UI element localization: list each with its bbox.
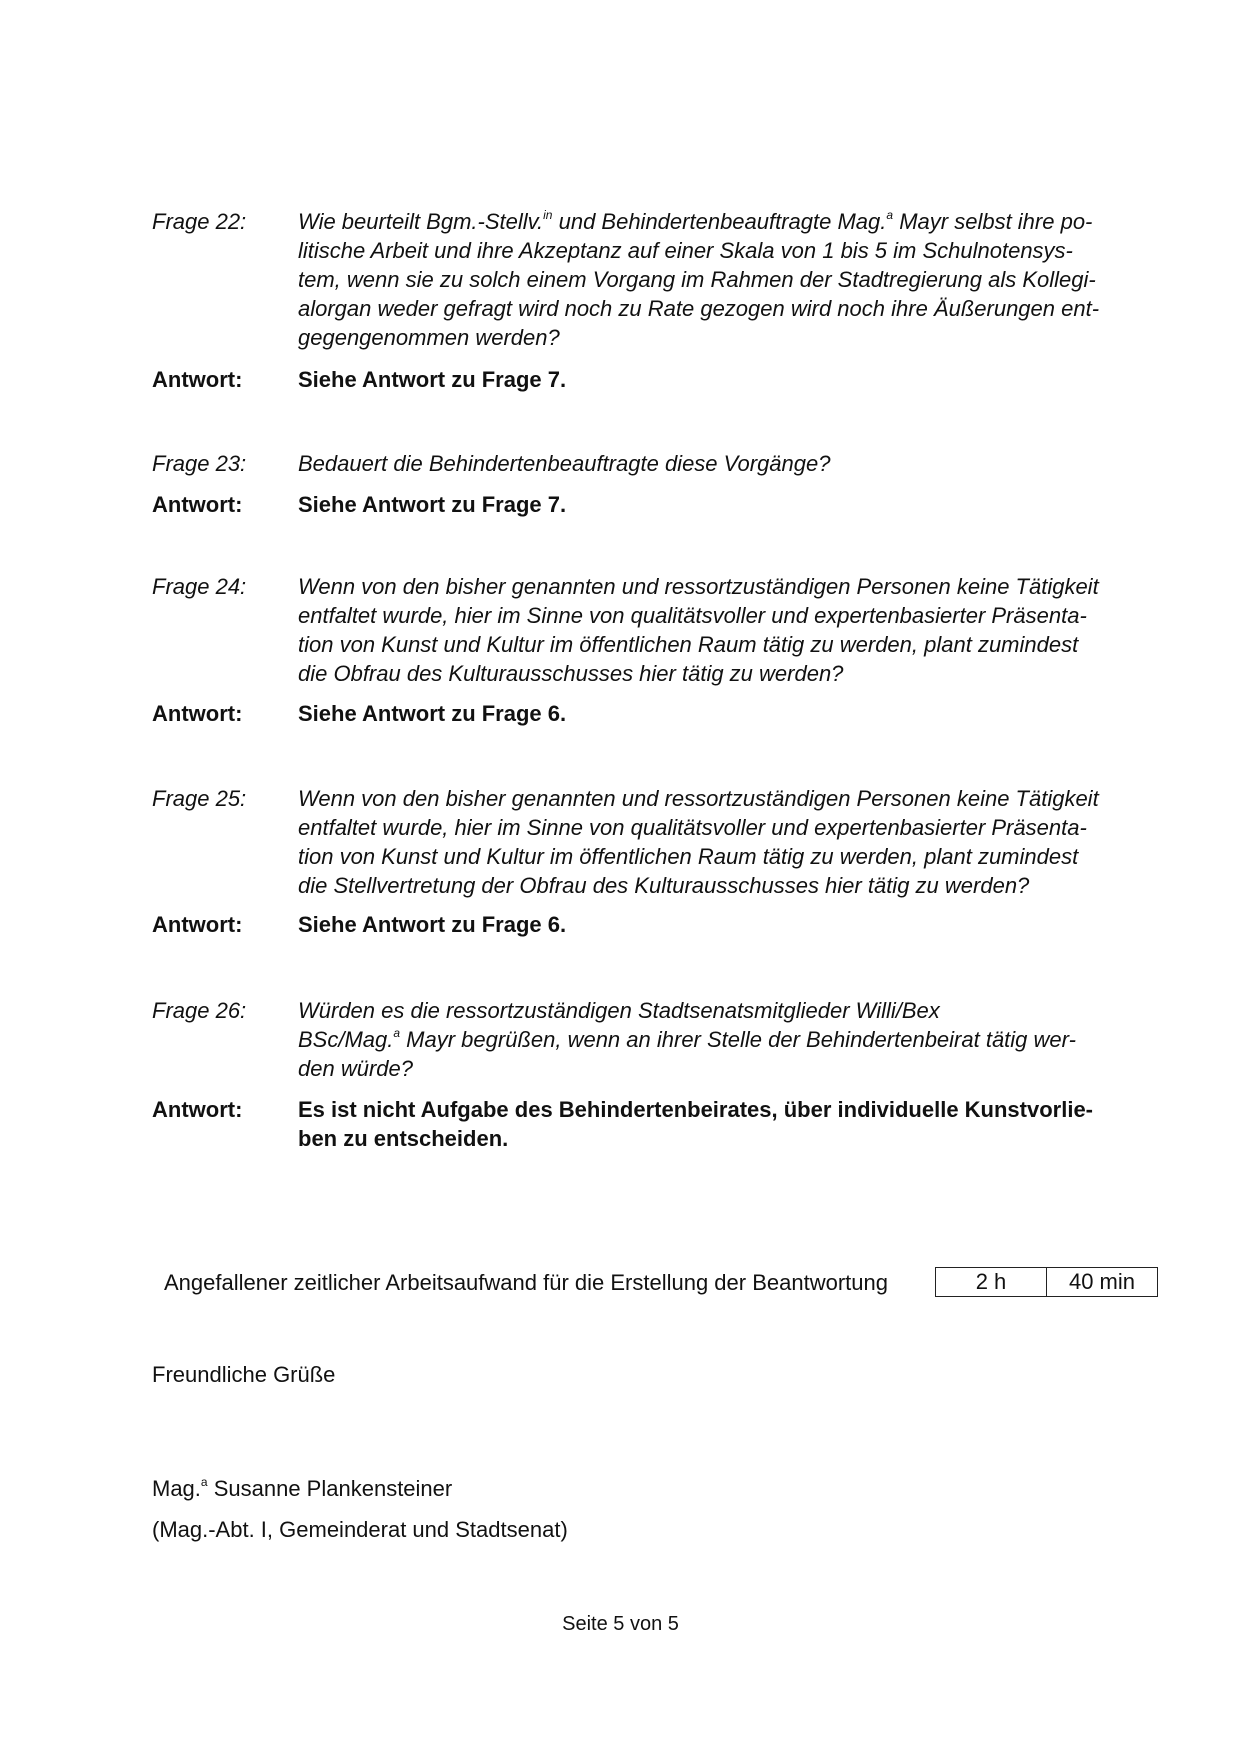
question-text <box>298 207 1241 352</box>
signature-name <box>152 1474 452 1504</box>
effort-minutes-box: 40 min <box>1046 1267 1158 1297</box>
answer-text <box>298 910 1241 939</box>
answer-label: Antwort: <box>152 492 243 517</box>
answer-line: Siehe Antwort zu Frage 6. <box>298 912 567 937</box>
text-run: Mayr begrüßen, wenn an ihrer Stelle der Behindertenbeirat tätig wer- <box>400 1027 1076 1052</box>
question-line <box>298 813 1241 842</box>
signature-department: (Mag.-Abt. I, Gemeinderat und Stadtsenat) <box>152 1517 568 1542</box>
question-label: Frage 26: <box>152 998 247 1023</box>
text-run: Mayr selbst ihre po- <box>893 209 1093 234</box>
superscript: in <box>543 207 553 222</box>
text-run: gegengenommen werden? <box>298 325 560 350</box>
question-line <box>298 659 1241 688</box>
question-line <box>298 630 1241 659</box>
page-number: Seite 5 von 5 <box>562 1613 679 1635</box>
question-line <box>298 294 1241 323</box>
signature-title-sup: a <box>200 1474 208 1489</box>
answer-label: Antwort: <box>152 367 243 392</box>
signature-title: Mag. <box>152 1476 201 1501</box>
superscript: a <box>393 1025 401 1040</box>
closing-greeting: Freundliche Grüße <box>152 1362 336 1387</box>
text-run: entfaltet wurde, hier im Sinne von qualitätsvoller und expertenbasierter Präsenta- <box>298 603 1087 628</box>
text-run: die Obfrau des Kulturausschusses hier tätig zu werden? <box>298 661 844 686</box>
superscript: a <box>886 207 894 222</box>
question-line <box>298 1054 1241 1083</box>
answer-text <box>298 699 1241 728</box>
text-run: und Behindertenbeauftragte Mag. <box>552 209 887 234</box>
question-line <box>298 207 1241 236</box>
question-line <box>298 323 1241 352</box>
answer-line: Siehe Antwort zu Frage 7. <box>298 367 567 392</box>
text-run: die Stellvertretung der Obfrau des Kulturausschusses hier tätig zu werden? <box>298 873 1030 898</box>
answer-line: ben zu entscheiden. <box>298 1126 509 1151</box>
question-line <box>298 449 1241 478</box>
effort-label: Angefallener zeitlicher Arbeitsaufwand für die Erstellung der Beantwortung <box>164 1270 888 1295</box>
question-line <box>298 601 1241 630</box>
answer-text <box>298 365 1241 394</box>
text-run: Wenn von den bisher genannten und ressortzuständigen Personen keine Tätigkeit <box>298 574 1099 599</box>
text-run: Wenn von den bisher genannten und ressortzuständigen Personen keine Tätigkeit <box>298 786 1099 811</box>
question-label: Frage 23: <box>152 451 247 476</box>
text-run: BSc/Mag. <box>298 1027 394 1052</box>
question-text <box>298 572 1241 688</box>
text-run: Bedauert die Behindertenbeauftragte diese Vorgänge? <box>298 451 831 476</box>
question-line <box>298 784 1241 813</box>
answer-line: Siehe Antwort zu Frage 6. <box>298 701 567 726</box>
text-run: tion von Kunst und Kultur im öffentlichen Raum tätig zu werden, plant zumindest <box>298 632 1079 657</box>
question-text <box>298 449 1241 478</box>
answer-text <box>298 1095 1241 1153</box>
answer-label: Antwort: <box>152 701 243 726</box>
text-run: alorgan weder gefragt wird noch zu Rate gezogen wird noch ihre Äußerungen ent- <box>298 296 1100 321</box>
question-line <box>298 572 1241 601</box>
question-label: Frage 25: <box>152 786 247 811</box>
answer-label: Antwort: <box>152 1097 243 1122</box>
text-run: tion von Kunst und Kultur im öffentlichen Raum tätig zu werden, plant zumindest <box>298 844 1079 869</box>
question-label: Frage 22: <box>152 209 247 234</box>
question-line <box>298 871 1241 900</box>
answer-label: Antwort: <box>152 912 243 937</box>
question-text <box>298 784 1241 900</box>
text-run: entfaltet wurde, hier im Sinne von qualitätsvoller und expertenbasierter Präsenta- <box>298 815 1087 840</box>
answer-line: Siehe Antwort zu Frage 7. <box>298 492 567 517</box>
effort-hours-box: 2 h <box>935 1267 1047 1297</box>
answer-line: Es ist nicht Aufgabe des Behindertenbeirates, über individuelle Kunstvorlie- <box>298 1097 1094 1122</box>
question-text <box>298 996 1241 1083</box>
question-label: Frage 24: <box>152 574 247 599</box>
question-line <box>298 996 1241 1025</box>
question-line <box>298 842 1241 871</box>
question-line <box>298 265 1241 294</box>
question-line <box>298 236 1241 265</box>
text-run: Wie beurteilt Bgm.-Stellv. <box>298 209 544 234</box>
answer-text <box>298 490 1241 519</box>
signature-fullname: Susanne Plankensteiner <box>207 1476 453 1501</box>
text-run: litische Arbeit und ihre Akzeptanz auf einer Skala von 1 bis 5 im Schulnotensys- <box>298 238 1073 263</box>
question-line <box>298 1025 1241 1054</box>
text-run: Würden es die ressortzuständigen Stadtsenatsmitglieder Willi/Bex <box>298 998 940 1023</box>
text-run: den würde? <box>298 1056 413 1081</box>
text-run: tem, wenn sie zu solch einem Vorgang im Rahmen der Stadtregierung als Kollegi- <box>298 267 1096 292</box>
